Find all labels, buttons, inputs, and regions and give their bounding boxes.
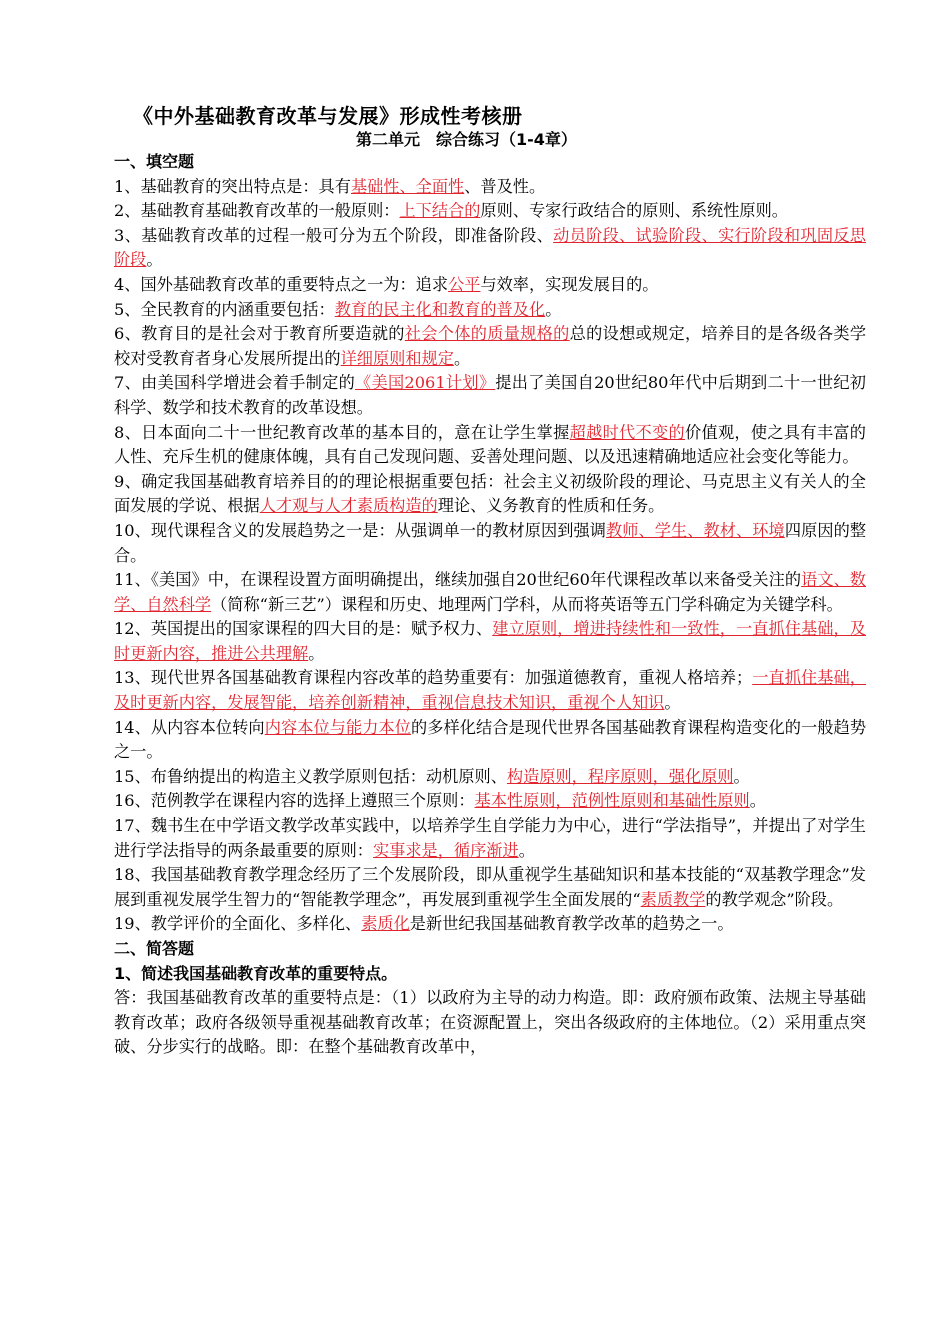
fill-blank-question bbox=[114, 175, 866, 200]
fill-blank-question bbox=[114, 322, 866, 371]
answer-text: 基本性原则，范例性原则和基础性原则 bbox=[474, 791, 750, 811]
question-text: 与效率，实现发展目的。 bbox=[480, 274, 659, 294]
answer-text: 公平 bbox=[448, 274, 481, 294]
question-text: 。 bbox=[453, 348, 471, 368]
fill-blank-question bbox=[114, 568, 866, 617]
answer-text: 教师、学生、教材、环境 bbox=[606, 520, 785, 540]
question-text: 、普及性。 bbox=[464, 176, 546, 196]
fill-blank-question bbox=[114, 371, 866, 420]
unit-subtitle: 第二单元 综合练习（1-4章） bbox=[356, 130, 577, 149]
answer-text: 素质化 bbox=[361, 914, 410, 934]
question-text: 。 bbox=[545, 299, 562, 319]
document-title: 《中外基础教育改革与发展》形成性考核册 bbox=[133, 104, 523, 128]
question-text: 的教学观念”阶段。 bbox=[705, 889, 844, 909]
question-text: 4、国外基础教育改革的重要特点之一为：追求 bbox=[114, 274, 449, 294]
answer-text: 详细原则和规定 bbox=[340, 348, 454, 368]
question-text: 5、全民教育的内涵重要包括： bbox=[114, 299, 335, 319]
question-text: 8、日本面向二十一世纪教育改革的基本目的，意在让学生掌握 bbox=[114, 422, 570, 442]
fill-blank-question bbox=[114, 765, 866, 790]
fill-blank-question bbox=[114, 814, 866, 863]
question-text: 13、现代世界各国基础教育课程内容改革的趋势重要有：加强道德教育，重视人格培养； bbox=[114, 668, 753, 688]
question-text: 6、教育目的是社会对于教育所要造就的 bbox=[114, 324, 405, 344]
answer-text: 《美国2061计划》 bbox=[355, 373, 496, 393]
question-text: 。 bbox=[146, 250, 163, 270]
question-text: 3、基础教育改革的过程一般可分为五个阶段，即准备阶段、 bbox=[114, 225, 554, 245]
question-text: （简称“新三艺”）课程和历史、地理两门学科，从而将英语等五门学科确定为关键学科。 bbox=[211, 594, 843, 614]
question-text: 。 bbox=[308, 643, 325, 663]
fill-blank-question bbox=[114, 519, 866, 568]
answer-text: 动员阶段、试验阶段、实行阶段和巩固反思阶段 bbox=[114, 225, 866, 270]
section-heading-fill-blank: 一、填空题 bbox=[114, 152, 195, 171]
question-text: 四原因的整合。 bbox=[114, 520, 867, 565]
fill-blank-question bbox=[114, 470, 866, 519]
answer-text: 超越时代不变的 bbox=[569, 422, 685, 442]
answer-text: 内容本位与能力本位 bbox=[264, 717, 411, 737]
question-text: 18、我国基础教育教学理念经历了三个发展阶段，即从重视学生基础知识和基本技能的“双基教学理念”发展到重视发展学生智力的“智能教学理念”，再发展到重视学生全面发展的“ bbox=[114, 865, 866, 909]
answer-text: 人才观与人才素质构造的 bbox=[259, 496, 438, 516]
question-text: 总的设想或规定，培养目的是各级各类学校对受教育者身心发展所提出的 bbox=[114, 324, 867, 368]
question-text: 11、《美国》中，在课程设置方面明确提出，继续加强自20世纪60年代课程改革以来备受关注的 bbox=[114, 570, 802, 590]
fill-blank-question bbox=[114, 716, 866, 765]
question-text: 。 bbox=[518, 840, 535, 860]
question-text: 理论、义务教育的性质和任务。 bbox=[437, 496, 665, 516]
question-text: 提出了美国自20世纪80年代中后期到二十一世纪初科学、数学和技术教育的改革设想。 bbox=[114, 373, 866, 417]
question-text: 价值观，使之具有丰富的人性、充斥生机的健康体魄，具有自己发现问题、妥善处理问题、以及迅速精确地适应社会变化等能力。 bbox=[114, 422, 866, 467]
question-text: 19、教学评价的全面化、多样化、 bbox=[114, 914, 362, 934]
fill-blank-question bbox=[114, 224, 866, 273]
answer-text: 社会个体的质量规格的 bbox=[404, 324, 570, 344]
question-text: 7、由美国科学增进会着手制定的 bbox=[114, 373, 356, 393]
fill-blank-question bbox=[114, 863, 866, 912]
fill-blank-question bbox=[114, 617, 866, 666]
question-text: 1、基础教育的突出特点是：具有 bbox=[114, 176, 351, 196]
fill-blank-question bbox=[114, 199, 866, 224]
question-text: 15、布鲁纳提出的构造主义教学原则包括：动机原则、 bbox=[114, 766, 507, 786]
question-list bbox=[114, 175, 866, 937]
fill-blank-question bbox=[114, 789, 866, 814]
fill-blank-question bbox=[114, 421, 866, 470]
answer-text: 建立原则，增进持续性和一致性，一直抓住基础，及时更新内容，推进公共理解 bbox=[114, 619, 866, 663]
question-text: 9、确定我国基础教育培养目的的理论根据重要包括：社会主义初级阶段的理论、马克思主义有关人的全面发展的学说、根据 bbox=[114, 471, 866, 516]
question-text: 2、基础教育基础教育改革的一般原则： bbox=[114, 201, 400, 221]
answer-text: 素质教学 bbox=[640, 889, 706, 909]
fill-blank-question bbox=[114, 298, 866, 323]
answer-text: 基础性、全面性 bbox=[350, 176, 465, 196]
answer-text: 上下结合的 bbox=[399, 201, 481, 221]
question-text: 12、英国提出的国家课程的四大目的是：赋予权力、 bbox=[114, 619, 493, 639]
question-text: 。 bbox=[664, 693, 681, 713]
question-text: 的多样化结合是现代世界各国基础教育课程构造变化的一般趋势之一。 bbox=[114, 717, 867, 762]
question-text: 10、现代课程含义的发展趋势之一是：从强调单一的教材原因到强调 bbox=[114, 520, 607, 540]
answer-text: 构造原则，程序原则，强化原则 bbox=[506, 766, 734, 786]
short-answer-question: 1、简述我国基础教育改革的重要特点。 bbox=[114, 963, 398, 983]
fill-blank-question bbox=[114, 666, 866, 715]
answer-text: 一直抓住基础，及时更新内容，发展智能，培养创新精神，重视信息技术知识，重视个人知识 bbox=[114, 668, 866, 713]
answer-text: 教育的民主化和教育的普及化 bbox=[334, 299, 546, 319]
fill-blank-question bbox=[114, 273, 866, 298]
short-answer-text: 答：我国基础教育改革的重要特点是：（1）以政府为主导的动力构造。即：政府颁布政策、法规主导基础教育改革；政府各级领导重视基础教育改革；在资源配置上，突出各级政府的主体地位。（2）采用重点突破、分步实行的战略。即：在整个基础教育改革中， bbox=[114, 988, 866, 1057]
fill-blank-question bbox=[114, 912, 866, 937]
question-text: 。 bbox=[749, 791, 766, 811]
answer-text: 实事求是，循序渐进 bbox=[373, 840, 519, 860]
question-text: 14、从内容本位转向 bbox=[114, 717, 265, 737]
section-heading-short-answer: 二、简答题 bbox=[114, 939, 195, 958]
question-text: 17、魏书生在中学语文教学改革实践中，以培养学生自学能力为中心，进行“学法指导”，并提出了对学生进行学法指导的两条最重要的原则： bbox=[114, 816, 866, 860]
question-text: 原则、专家行政结合的原则、系统性原则。 bbox=[480, 201, 788, 221]
document-body bbox=[114, 150, 866, 1060]
question-text: 是新世纪我国基础教育教学改革的趋势之一。 bbox=[409, 914, 734, 934]
question-text: 。 bbox=[733, 766, 750, 786]
question-text: 16、范例教学在课程内容的选择上遵照三个原则： bbox=[114, 791, 475, 811]
answer-text: 语文、数学、自然科学 bbox=[114, 570, 866, 614]
